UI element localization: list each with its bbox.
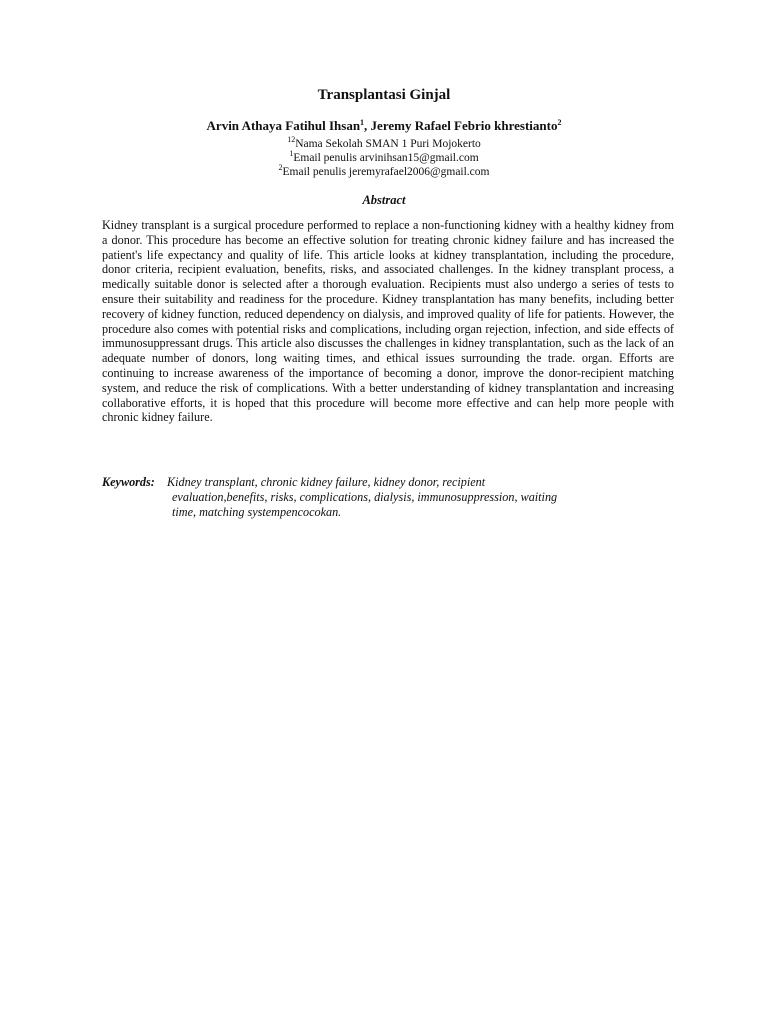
keywords-block [102,475,642,520]
paper-title: Transplantasi Ginjal [317,87,451,103]
author-2-superscript: 2 [557,118,562,127]
keywords-line-1: Kidney transplant, chronic kidney failure, kidney donor, recipient [167,475,486,489]
author-separator: , [364,118,371,133]
affiliation-email-1 [0,149,768,165]
author-name-2: Jeremy Rafael Febrio khrestianto [370,118,558,133]
affiliation-email-2 [0,163,768,179]
keywords-line-3: time, matching systempencocokan. [172,505,342,519]
author-name-1: Arvin Athaya Fatihul Ihsan [206,118,361,133]
keywords-line-2: evaluation,benefits, risks, complications, dialysis, immunosuppression, waiting [172,490,558,504]
author-line [0,118,768,134]
affiliation-email-2-superscript: 2 [278,163,283,172]
author-1-superscript: 1 [360,118,365,127]
affiliation-email-2-text: Email penulis jeremyrafael2006@gmail.com [282,166,490,178]
abstract-body: Kidney transplant is a surgical procedure performed to replace a non-functioning kidney with a healthy kidney from a donor. This procedure has become an effective solution for treating chronic kidney failure and has increased the patient's life expectancy and quality of life. This article looks at kidney transplantation, including the procedure, donor criteria, recipient evaluation, benefits, risks, and associated challenges. In the kidney transplant process, a medically suitable donor is selected after a thorough evaluation. Recipients must also undergo a series of tests to ensure their suitability and readiness for the procedure. Kidney transplantation has many benefits, including better recovery of kidney function, reduced dependency on dialysis, and improved quality of life for patients. However, the procedure also comes with potential risks and complications, including organ rejection, infection, and side effects of immunosuppressant drugs. This article also discusses the challenges in kidney transplantation, such as the lack of an adequate number of donors, long waiting times, and ethical issues surrounding the trade. organ. Efforts are continuing to increase awareness of the importance of becoming a donor, improve the donor-recipient matching system, and reduce the risk of complications. With a better understanding of kidney transplantation and increasing collaborative efforts, it is hoped that this procedure will become more effective and can help more people with chronic kidney failure. [102,218,674,425]
affiliation-email-1-text: Email penulis arvinihsan15@gmail.com [293,152,479,164]
affiliation-email-1-superscript: 1 [289,149,294,158]
keywords-label: Keywords: [102,475,155,489]
keywords-text [102,475,642,520]
affiliation-school-text: Nama Sekolah SMAN 1 Puri Mojokerto [295,138,481,150]
affiliation-school [0,135,768,151]
affiliation-school-superscript: 12 [287,135,296,144]
abstract-heading: Abstract [362,193,406,207]
